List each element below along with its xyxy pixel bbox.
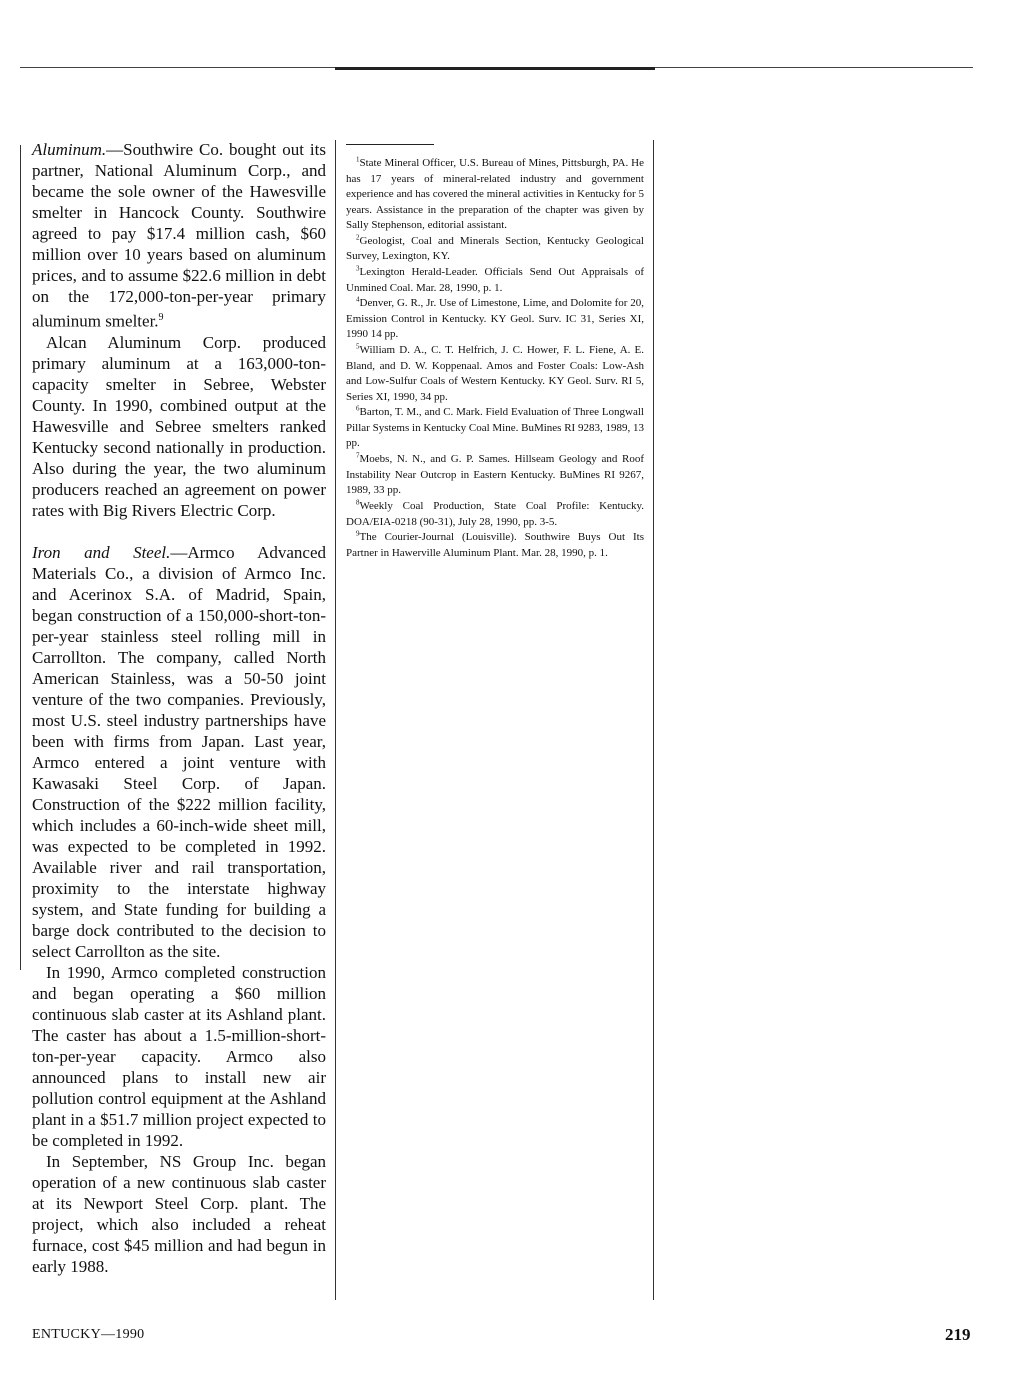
aluminum-paragraph-2: Alcan Aluminum Corp. produced primary aluminum at a 163,000-ton-capacity smelter in Sebree, Webster County. In 1990, combined output at the Hawesville and Sebree smelters ranked Kentucky second nationally in production. Also during the year, the two aluminum producers reached an agreement on power rates with Big Rivers Electric Corp. [32,332,326,520]
footnote-text: Weekly Coal Production, State Coal Profile: Kentucky. DOA/EIA-0218 (90-31), July 28, 1990, pp. 3-5. [346,500,644,528]
footnote-text: Barton, T. M., and C. Mark. Field Evaluation of Three Longwall Pillar Systems in Kentucky Coal Mine. BuMines RI 9283, 1989, 13 pp. [346,406,644,450]
footnote [346,343,644,405]
column-divider-middle [335,140,336,1300]
footnote-text: State Mineral Officer, U.S. Bureau of Mines, Pittsburgh, PA. He has 17 years of mineral-related industry and government experience and has covered the mineral activities in Kentucky for 5 years. Assistance in the preparation of the chapter was given by Sally Stephenson, editorial assistant. [346,157,644,231]
iron-paragraph-3: In September, NS Group Inc. began operation of a new continuous slab caster at its Newport Steel Corp. plant. The project, which also included a reheat furnace, cost $45 million and had begun in early 1988. [32,1151,326,1276]
footnote-text: Lexington Herald-Leader. Officials Send Out Appraisals of Unmined Coal. Mar. 28, 1990, p. 1. [346,266,644,294]
iron-text-1: —Armco Advanced Materials Co., a division of Armco Inc. and Acerinox S.A. of Madrid, Spain, began construction of a 150,000-short-ton-per-year stainless steel rolling mill in Carrollton. The company, called North American Stainless, was a 50-50 joint venture of the two companies. Previously, most U.S. steel industry partnerships have been with firms from Japan. Last year, Armco entered a joint venture with Kawasaki Steel Corp. of Japan. Construction of the $222 million facility, which includes a 60-inch-wide sheet mill, was expected to be completed in 1992. Available river and rail transportation, proximity to the interstate highway system, and State funding for building a barge dock contributed to the decision to select Carrollton as the site. [32,542,326,961]
aluminum-text-1: —Southwire Co. bought out its partner, National Aluminum Corp., and became the sole owner of the Hawesville smelter in Hancock County. Southwire agreed to pay $17.4 million cash, $60 million over 10 years based on aluminum prices, and to assume $22.6 million in debt on the 172,000-ton-per-year primary aluminum smelter. [32,140,326,331]
footnote [346,452,644,499]
footnote-text: Geologist, Coal and Minerals Section, Kentucky Geological Survey, Lexington, KY. [346,234,644,263]
footnote-text: Denver, G. R., Jr. Use of Limestone, Lime, and Dolomite for 20, Emission Control in Kentucky. KY Geol. Surv. IC 31, Series XI, 1990 14 pp. [346,297,644,341]
column-divider-right [653,140,654,1300]
footnote-number: 9 [356,529,360,538]
column-divider-left [20,145,21,970]
footnote-rule [346,144,434,145]
footnote [346,265,644,296]
iron-steel-heading: Iron and Steel. [32,542,171,562]
footnote-number: 4 [356,295,360,304]
footnote-number: 2 [356,233,360,242]
running-footer: ENTUCKY—1990 [32,1327,145,1342]
footnote-text: The Courier-Journal (Louisville). Southwire Buys Out Its Partner in Hawerville Aluminum Plant. Mar. 28, 1990, p. 1. [346,531,644,559]
iron-paragraph-2: In 1990, Armco completed construction and began operating a $60 million continuous slab caster at its Ashland plant. The caster has about a 1.5-million-short-ton-per-year capacity. Armco also announced plans to install new air pollution control equipment at the Ashland plant in a $51.7 million project expected to be completed in 1992. [32,962,326,1150]
footnote-number: 3 [356,264,360,273]
footnote-number: 7 [356,451,360,460]
footnote [346,499,644,530]
footnote [346,530,644,561]
footnotes-column [346,156,644,562]
footnote-number: 5 [356,342,360,351]
footnote-text: Moebs, N. N., and G. P. Sames. Hillseam Geology and Roof Instability Near Outcrop in Eastern Kentucky. BuMines RI 9267, 1989, 33 pp. [346,453,644,497]
footnote-number: 1 [356,155,360,164]
footnote-number: 8 [356,498,360,507]
footnote [346,234,644,265]
main-text-column [32,139,326,1277]
footnote-number: 6 [356,404,360,413]
footnote [346,156,644,234]
footnote [346,296,644,343]
footnote [346,405,644,452]
page-number: 219 [945,1325,971,1344]
aluminum-heading: Aluminum. [32,140,107,159]
iron-paragraph-1 [32,542,326,962]
footnote-text: William D. A., C. T. Helfrich, J. C. Hower, F. L. Fiene, A. E. Bland, and D. W. Koppenaal. Amos and Foster Coals: Low-Ash and Low-Sulfur Coals of Western Kentucky. KY Geol. Surv. RI 5, Series XI, 1990, 34 pp. [346,344,644,403]
footnote-ref: 9 [158,312,164,323]
aluminum-paragraph-1 [32,139,326,332]
header-rule-accent [335,67,655,70]
